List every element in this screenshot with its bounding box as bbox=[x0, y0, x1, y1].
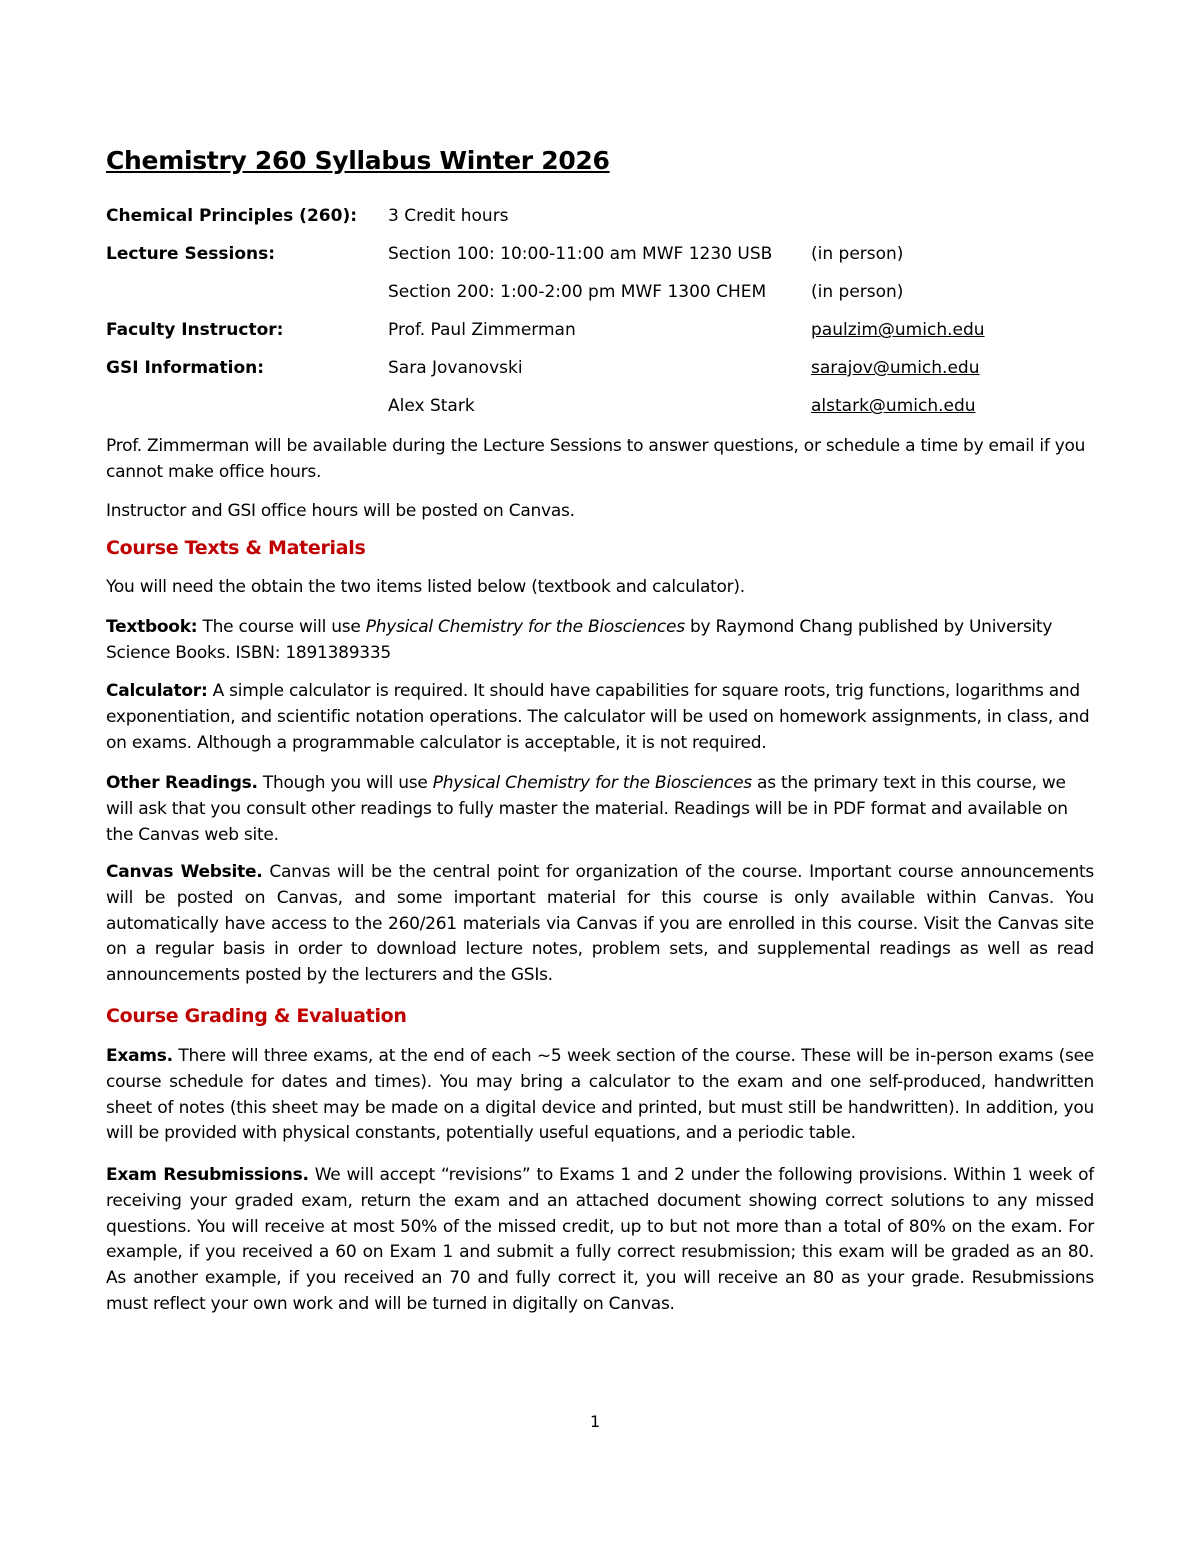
faculty-label: Faculty Instructor: bbox=[106, 320, 284, 340]
readings-label: Other Readings. bbox=[106, 773, 258, 793]
exams-label: Exams. bbox=[106, 1046, 173, 1066]
gsi2-email-link[interactable]: alstark@umich.edu bbox=[811, 396, 976, 416]
readings-paragraph bbox=[106, 771, 1094, 848]
calculator-paragraph bbox=[106, 679, 1094, 756]
course-label: Chemical Principles (260): bbox=[106, 206, 358, 226]
availability-paragraph: Prof. Zimmerman will be available during the Lecture Sessions to answer questions, or schedule a time by email if you cannot make office hours. bbox=[106, 436, 1086, 482]
office-hours-paragraph: Instructor and GSI office hours will be posted on Canvas. bbox=[106, 501, 575, 521]
faculty-name: Prof. Paul Zimmerman bbox=[388, 320, 576, 340]
gsi-label: GSI Information: bbox=[106, 358, 265, 378]
section-100: Section 100: 10:00-11:00 am MWF 1230 USB bbox=[388, 244, 773, 264]
readings-pre: Though you will use bbox=[257, 773, 433, 793]
readings-post: as the primary text in this course, we will ask that you consult other readings to fully master the material. Readings will be in PDF format and available on the Canvas web site. bbox=[106, 773, 1068, 845]
lecture-label: Lecture Sessions: bbox=[106, 244, 276, 264]
readings-title: Physical Chemistry for the Biosciences bbox=[432, 773, 752, 793]
gsi1-email-link[interactable]: sarajov@umich.edu bbox=[811, 358, 980, 378]
textbook-post: by Raymond Chang published by University Science Books. ISBN: 1891389335 bbox=[106, 617, 1053, 663]
faculty-email-link[interactable]: paulzim@umich.edu bbox=[811, 320, 985, 340]
canvas-label: Canvas Website. bbox=[106, 862, 263, 882]
resubmission-paragraph bbox=[106, 1163, 1094, 1318]
materials-heading: Course Texts & Materials bbox=[106, 537, 366, 559]
textbook-title: Physical Chemistry for the Biosciences bbox=[365, 617, 685, 637]
gsi1-name: Sara Jovanovski bbox=[388, 358, 523, 378]
resub-text: We will accept “revisions” to Exams 1 and 2 under the following provisions. Within 1 week of receiving your graded exam, return the exam and an attached document showing correct solutions to any missed questions. You will receive at most 50% of the missed credit, up to but not more than a total of 80% on the exam. For example, if you received a 60 on Exam 1 and submit a fully correct resubmission; this exam will be graded as an 80. As another example, if you received an 70 and fully correct it, you will receive an 80 as your grade. Resubmissions must reflect your own work and will be turned in digitally on Canvas. bbox=[106, 1165, 1095, 1314]
resub-label: Exam Resubmissions. bbox=[106, 1165, 309, 1185]
gsi2-name: Alex Stark bbox=[388, 396, 475, 416]
exams-text: There will three exams, at the end of each ~5 week section of the course. These will be in-person exams (see course schedule for dates and times). You may bring a calculator to the exam and one self-produced, handwritten sheet of notes (this sheet may be made on a digital device and printed, but must still be handwritten). In addition, you will be provided with physical constants, potentially useful equations, and a periodic table. bbox=[106, 1046, 1094, 1144]
canvas-text: Canvas will be the central point for organization of the course. Important course announcements will be posted on Canvas, and some important material for this course is only available within Canvas. You automatically have access to the 260/261 materials via Canvas if you are enrolled in this course. Visit the Canvas site on a regular basis in order to download lecture notes, problem sets, and supplemental readings as well as read announcements posted by the lecturers and the GSIs. bbox=[106, 862, 1094, 986]
section-200: Section 200: 1:00-2:00 pm MWF 1300 CHEM bbox=[388, 282, 767, 302]
textbook-paragraph bbox=[106, 615, 1094, 667]
canvas-paragraph bbox=[106, 860, 1094, 989]
textbook-pre: The course will use bbox=[197, 617, 366, 637]
course-value: 3 Credit hours bbox=[388, 206, 509, 226]
section-100-mode: (in person) bbox=[811, 244, 904, 264]
page-title: Chemistry 260 Syllabus Winter 2026 bbox=[106, 146, 610, 175]
textbook-label: Textbook: bbox=[106, 617, 198, 637]
page-number: 1 bbox=[590, 1412, 601, 1431]
calculator-label: Calculator: bbox=[106, 681, 208, 701]
grading-heading: Course Grading & Evaluation bbox=[106, 1005, 407, 1027]
section-200-mode: (in person) bbox=[811, 282, 904, 302]
materials-intro: You will need the obtain the two items listed below (textbook and calculator). bbox=[106, 577, 745, 597]
calculator-text: A simple calculator is required. It should have capabilities for square roots, trig functions, logarithms and exponentiation, and scientific notation operations. The calculator will be used on homework assignments, in class, and on exams. Although a programmable calculator is acceptable, it is not required. bbox=[106, 681, 1090, 753]
exams-paragraph bbox=[106, 1044, 1094, 1147]
